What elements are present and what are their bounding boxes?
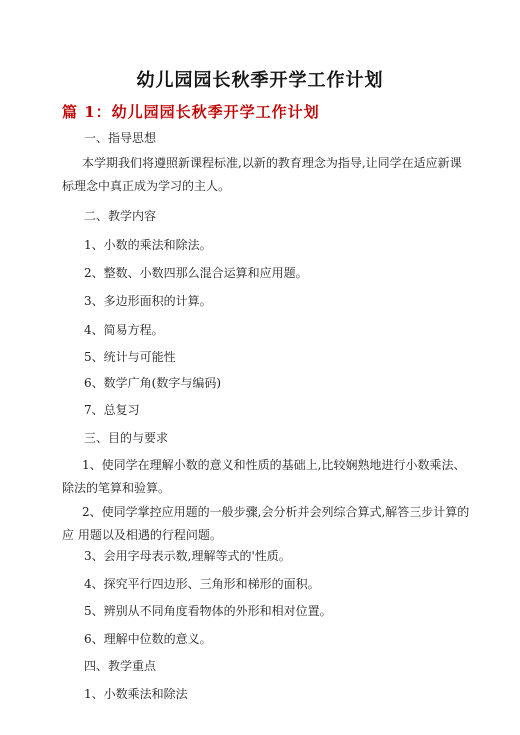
list-item: 2、使同学掌控应用题的一般步骤,会分析并会列综合算式,解答三步计算的应 用题以及相遇的行程问题。 (62, 505, 470, 542)
section-heading-goals: 三、目的与要求 (84, 431, 169, 445)
list-item: 1、小数乘法和除法 (84, 687, 188, 701)
document-title: 幼儿园园长秋季开学工作计划 (136, 70, 384, 91)
chapter-heading: 篇 1：幼儿园园长秋季开学工作计划 (62, 103, 320, 121)
section-heading-teaching-content: 二、教学内容 (84, 209, 157, 223)
list-item: 6、理解中位数的意义。 (84, 632, 212, 646)
list-item: 7、总复习 (84, 403, 140, 417)
list-item: 1、使同学在理解小数的意义和性质的基础上,比较娴熟地进行小数乘法、除法的笔算和验算。 (62, 458, 466, 495)
list-item: 5、辨别从不同角度看物体的外形和相对位置。 (84, 604, 332, 618)
list-item: 1、小数的乘法和除法。 (84, 238, 212, 252)
list-item: 3、会用字母表示数,理解等式的'性质。 (84, 549, 291, 563)
section-heading-guiding-thought: 一、指导思想 (84, 131, 157, 145)
list-item: 3、多边形面积的计算。 (84, 294, 212, 308)
section-heading-key-points: 四、教学重点 (84, 659, 157, 673)
list-item: 2、整数、小数四那么混合运算和应用题。 (84, 266, 308, 280)
list-item: 5、统计与可能性 (84, 350, 176, 364)
list-item: 6、数学广角(数字与编码) (84, 376, 221, 390)
list-item: 4、探究平行四边形、三角形和梯形的面积。 (84, 577, 320, 591)
paragraph-guiding-thought: 本学期我们将遵照新课程标准,以新的教育理念为指导,让同学在适应新课标理念中真正成为学习的主人。 (62, 156, 462, 193)
list-item: 4、简易方程。 (84, 323, 164, 337)
